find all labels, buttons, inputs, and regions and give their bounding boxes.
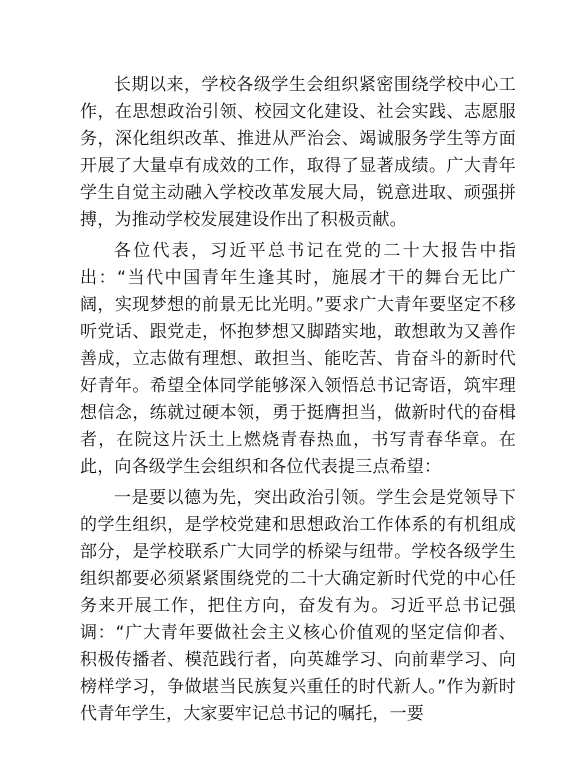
paragraph-1: 长期以来，学校各级学生会组织紧密围绕学校中心工作，在思想政治引领、校园文化建设、社会实践、志愿服务，深化组织改革、推进从严治会、竭诚服务学生等方面开展了大量卓有成效的工作，取得了显著成绩。广大青年学生自觉主动融入学校改革发展大局，锐意进取、顽强拼搏，为推动学校发展建设作出了积极贡献。 — [80, 75, 516, 230]
paragraph-3: 一是要以德为先，突出政治引领。学生会是党领导下的学生组织，是学校党建和思想政治工作体系的有机组成部分，是学校联系广大同学的桥梁与纽带。学校各级学生组织都要必须紧紧围绕党的二十大确定新时代党的中心任务来开展工作，把住方向，奋发有为。习近平总书记强调：“广大青年要做社会主义核心价值观的坚定信仰者、积极传播者、模范践行者，向英雄学习、向前辈学习、向榜样学习，争做堪当民族复兴重任的时代新人。”作为新时代青年学生，大家要牢记总书记的嘱托，一要 — [80, 488, 516, 724]
paragraph-2: 各位代表，习近平总书记在党的二十大报告中指出：“当代中国青年生逢其时，施展才干的舞台无比广阔，实现梦想的前景无比光明。”要求广大青年要坚定不移听党话、跟党走，怀抱梦想又脚踏实地，敢想敢为又善作善成，立志做有理想、敢担当、能吃苦、肯奋斗的新时代好青年。希望全体同学能够深入领悟总书记寄语，筑牢理想信念，练就过硬本领，勇于挺膺担当，做新时代的奋楫者，在院这片沃土上燃烧青春热血，书写青春华章。在此，向各级学生会组织和各位代表提三点希望： — [80, 241, 516, 477]
document-body — [80, 72, 516, 728]
